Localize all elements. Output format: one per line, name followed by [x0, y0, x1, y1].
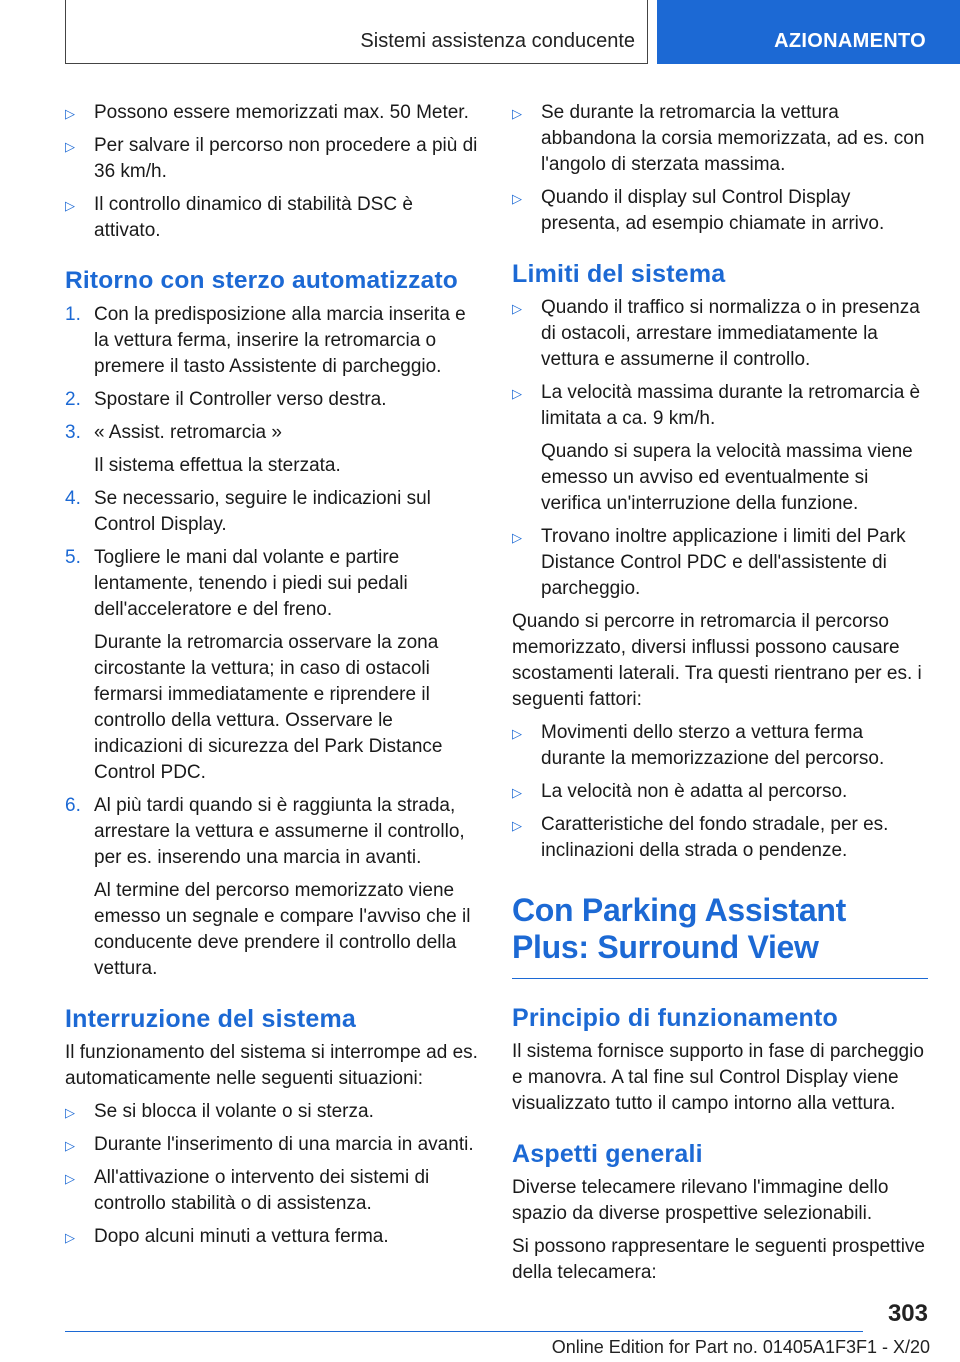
triangle-bullet-icon: ▷ — [512, 106, 522, 121]
page-header — [0, 0, 960, 66]
list-item: ▷ Per salvare il percorso non procedere a più di 36 km/h. — [65, 135, 478, 182]
footer-text: Online Edition for Part no. 01405A1F3F1 - X/20 — [551, 1337, 930, 1357]
list-item: ▷ Trovano inoltre applicazione i limiti del Park Distance Control PDC e dell'assistente di parcheggio. — [512, 526, 906, 599]
triangle-bullet-icon: ▷ — [65, 1138, 75, 1153]
chapter-tab — [65, 0, 648, 64]
page-number: 303 — [887, 1300, 928, 1327]
step-item: 5. Togliere le mani dal volante e partire lentamente, tenendo i piedi sui pedali dell'acceleratore e del freno. — [65, 547, 408, 620]
triangle-bullet-icon: ▷ — [512, 726, 522, 741]
triangle-bullet-icon: ▷ — [65, 1171, 75, 1186]
step-item: 4. Se necessario, seguire le indicazioni sul Control Display. — [65, 488, 431, 535]
list-item: ▷ Caratteristiche del fondo stradale, per es. inclinazioni della strada o pendenze. — [512, 814, 889, 861]
list-item: ▷ Possono essere memorizzati max. 50 Meter. — [65, 100, 479, 126]
list-item: ▷ Se durante la retromarcia la vettura abbandona la corsia memorizzata, ad es. con l'angolo di sterzata massima. — [512, 102, 925, 175]
triangle-bullet-icon: ▷ — [512, 301, 522, 316]
footer-rule — [65, 1331, 863, 1332]
heading-rule — [512, 978, 928, 979]
step-item: 3. « Assist. retromarcia » — [65, 422, 282, 443]
heading-system-limits: Limiti del sistema — [512, 260, 726, 288]
section-title: AZIONAMENTO — [774, 30, 926, 52]
list-item: ▷ All'attivazione o intervento dei sistemi di controllo stabilità o di assistenza. — [65, 1167, 430, 1214]
limits-paragraph: Quando si percorre in retromarcia il percorso memorizzato, diversi influssi possono causare scostamenti laterali. Tra questi rientrano per es. i seguenti fattori: — [512, 611, 922, 710]
list-item: ▷ Durante l'inserimento di una marcia in avanti. — [65, 1132, 479, 1158]
heading-general-aspects: Aspetti generali — [512, 1140, 703, 1168]
list-item: ▷ Quando il traffico si normalizza o in presenza di ostacoli, arrestare immediatamente la vettura e assumerne il controllo. — [512, 297, 920, 370]
triangle-bullet-icon: ▷ — [65, 139, 75, 154]
list-item: ▷ Movimenti dello sterzo a vettura ferma durante la memorizzazione del percorso. — [512, 722, 885, 769]
step-note: Durante la retromarcia osservare la zona circostante la vettura; in caso di ostacoli fermarsi immediatamente e riprendere il controllo della vettura. Osservare le indicazioni di sicurezza del Park Distance Control PDC. — [94, 632, 443, 783]
triangle-bullet-icon: ▷ — [512, 386, 522, 401]
step-note: Al termine del percorso memorizzato viene emesso un segnale e compare l'avviso che il conducente deve prendere il controllo della vettura. — [94, 880, 471, 979]
list-item: ▷ Quando il display sul Control Display presenta, ad esempio chiamate in arrivo. — [512, 187, 885, 234]
list-item: ▷ Se si blocca il volante o si sterza. — [65, 1099, 479, 1125]
left-column — [65, 100, 479, 1257]
list-item: ▷ Dopo alcuni minuti a vettura ferma. — [65, 1224, 479, 1250]
right-column — [512, 100, 928, 1293]
general-paragraph: Diverse telecamere rilevano l'immagine dello spazio da diverse prospettive selezionabili. — [512, 1177, 889, 1224]
triangle-bullet-icon: ▷ — [65, 1230, 75, 1245]
general-paragraph: Si possono rappresentare le seguenti prospettive della telecamera: — [512, 1236, 925, 1283]
step-item: 2. Spostare il Controller verso destra. — [65, 389, 387, 410]
step-note: Il sistema effettua la sterzata. — [94, 455, 341, 476]
principle-paragraph: Il sistema fornisce supporto in fase di parcheggio e manovra. A tal fine sul Control Display viene visualizzato tutto il campo intorno alla vettura. — [512, 1041, 924, 1114]
list-item: ▷ La velocità massima durante la retromarcia è limitata a ca. 9 km/h. — [512, 382, 921, 429]
heading-operating-principle: Principio di funzionamento — [512, 1004, 839, 1032]
triangle-bullet-icon: ▷ — [65, 106, 75, 121]
triangle-bullet-icon: ▷ — [512, 818, 522, 833]
list-item: ▷ La velocità non è adatta al percorso. — [512, 779, 928, 805]
chapter-title: Sistemi assistenza conducente — [360, 30, 635, 52]
list-item: ▷ Il controllo dinamico di stabilità DSC è attivato. — [65, 194, 413, 241]
list-item-note: Quando si supera la velocità massima viene emesso un avviso ed eventualmente si verifica un'interruzione della funzione. — [541, 441, 913, 514]
triangle-bullet-icon: ▷ — [512, 530, 522, 545]
step-item: 1. Con la predisposizione alla marcia inserita e la vettura ferma, inserire la retromarcia o premere il tasto Assistente di parcheggio. — [65, 304, 466, 377]
triangle-bullet-icon: ▷ — [512, 191, 522, 206]
interruption-intro: Il funzionamento del sistema si interrompe ad es. automaticamente nelle seguenti situazioni: — [65, 1042, 478, 1089]
triangle-bullet-icon: ▷ — [65, 198, 75, 213]
triangle-bullet-icon: ▷ — [65, 1105, 75, 1120]
heading-return-automated: Ritorno con sterzo automatizzato — [65, 267, 458, 294]
heading-surround-view: Con Parking Assistant Plus: Surround View — [512, 892, 846, 965]
heading-interruption: Interruzione del sistema — [65, 1005, 356, 1033]
step-item: 6. Al più tardi quando si è raggiunta la strada, arrestare la vettura e assumerne il controllo, per es. inserendo una marcia in avanti. — [65, 795, 465, 868]
section-tab — [657, 0, 960, 64]
triangle-bullet-icon: ▷ — [512, 785, 522, 800]
